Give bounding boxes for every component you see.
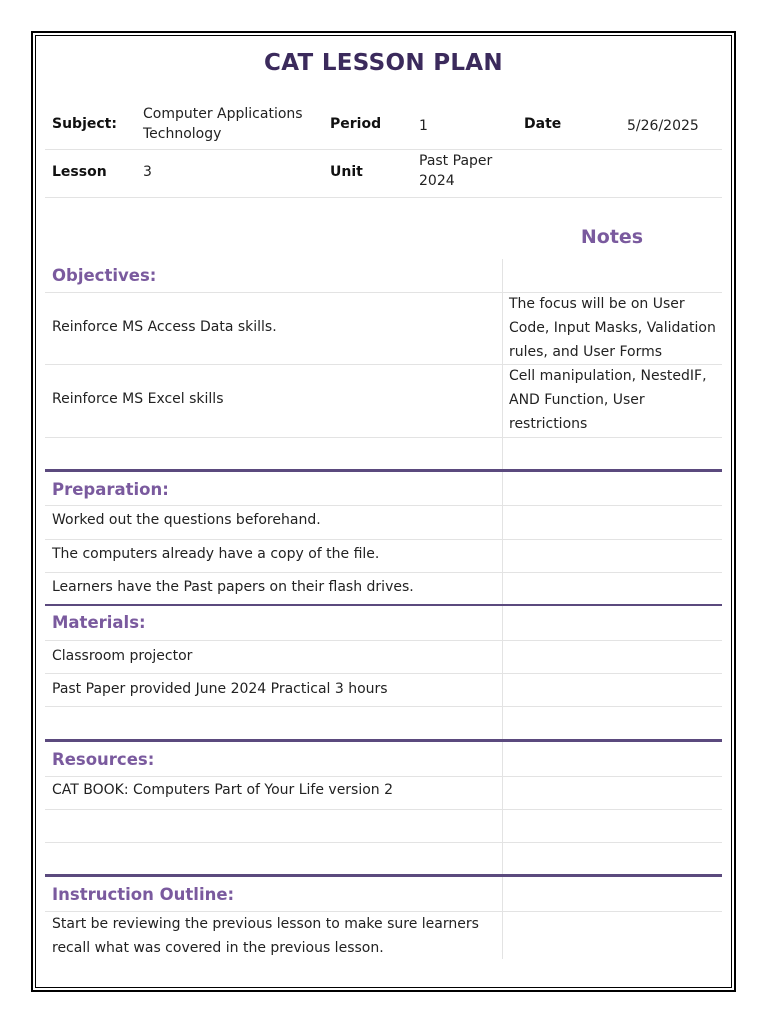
row-divider	[45, 842, 722, 843]
lesson-label: Lesson	[52, 164, 107, 180]
section-rule	[45, 874, 722, 877]
instruction-outline-item: Start be reviewing the previous lesson to make sure learners recall what was covered in the previous lesson.	[52, 916, 479, 956]
row-divider	[45, 809, 722, 810]
row-divider	[45, 539, 722, 540]
preparation-item: Worked out the questions beforehand.	[52, 512, 321, 528]
preparation-item: Learners have the Past papers on their flash drives.	[52, 579, 414, 595]
row-divider	[45, 673, 722, 674]
row-divider	[45, 776, 722, 777]
unit-label: Unit	[330, 164, 363, 180]
materials-item: Classroom projector	[52, 648, 193, 664]
section-rule	[45, 604, 722, 606]
row-divider	[45, 505, 722, 506]
objective-note: Cell manipulation, NestedIF, AND Function, User restrictions	[509, 368, 707, 432]
subject-value: Computer Applications Technology	[143, 106, 303, 142]
row-divider	[45, 572, 722, 573]
date-value: 5/26/2025	[627, 118, 699, 134]
objective-item: Reinforce MS Access Data skills.	[52, 319, 277, 335]
materials-heading: Materials:	[52, 613, 146, 632]
row-divider	[45, 640, 722, 641]
unit-value: Past Paper 2024	[419, 153, 493, 189]
row-divider	[45, 706, 722, 707]
notes-heading: Notes	[580, 226, 644, 248]
subject-label: Subject:	[52, 116, 117, 132]
period-value: 1	[419, 118, 428, 134]
objective-note: The focus will be on User Code, Input Masks, Validation rules, and User Forms	[509, 296, 716, 360]
materials-item: Past Paper provided June 2024 Practical 3 hours	[52, 681, 388, 697]
preparation-item: The computers already have a copy of the file.	[52, 546, 380, 562]
period-label: Period	[330, 116, 382, 132]
resources-item: CAT BOOK: Computers Part of Your Life version 2	[52, 782, 394, 798]
resources-heading: Resources:	[52, 750, 155, 769]
date-label: Date	[524, 116, 562, 132]
row-divider	[45, 437, 722, 438]
page-title: CAT LESSON PLAN	[264, 50, 503, 76]
lesson-value: 3	[143, 164, 152, 180]
header-divider	[45, 197, 722, 198]
preparation-heading: Preparation:	[52, 480, 169, 499]
section-rule	[45, 469, 722, 472]
instruction-outline-heading: Instruction Outline:	[52, 885, 235, 904]
header-divider	[45, 149, 722, 150]
objective-item: Reinforce MS Excel skills	[52, 391, 224, 407]
objectives-heading: Objectives:	[52, 266, 157, 285]
section-rule	[45, 739, 722, 742]
